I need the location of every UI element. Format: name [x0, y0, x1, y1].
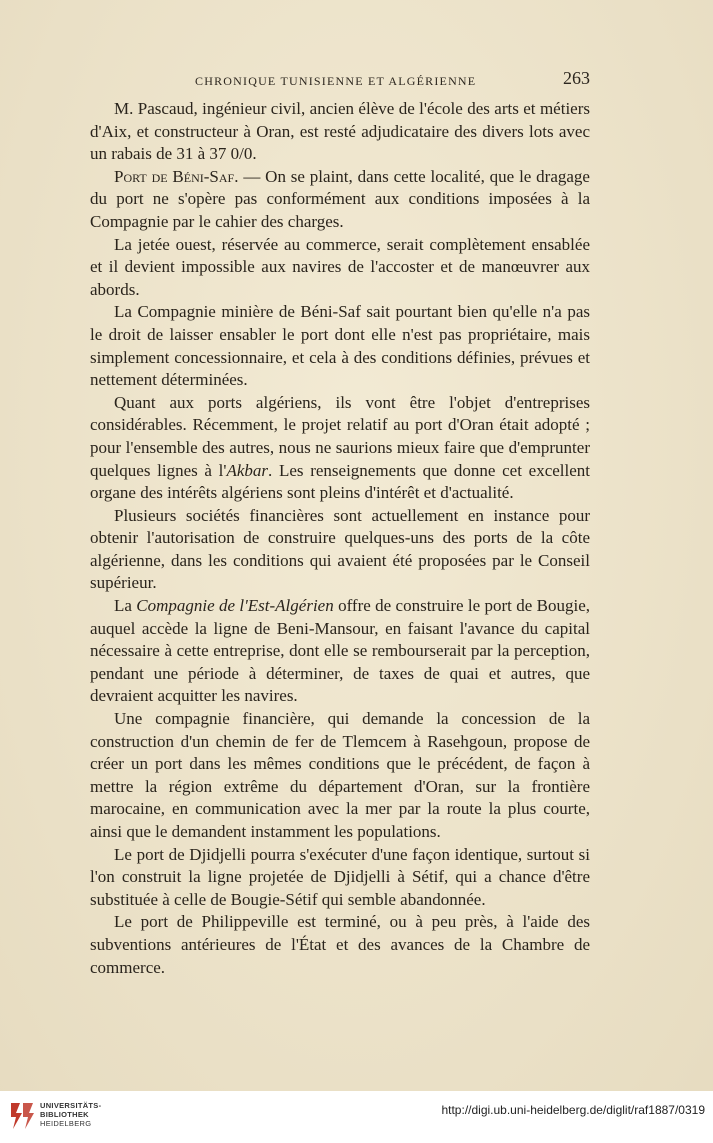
italic-title: Akbar [226, 460, 269, 480]
page-number: 263 [563, 68, 590, 88]
library-name: UNIVERSITÄTS- BIBLIOTHEK HEIDELBERG [40, 1101, 102, 1128]
section-lead: Port de Béni-Saf. [114, 166, 239, 186]
paragraph: Le port de Philippeville est terminé, ou à peu près, à l'aide des subventions antérieures de l'État et des avances de la Chambre de commerce. [90, 912, 590, 977]
paragraph: M. Pascaud, ingénieur civil, ancien élève de l'école des arts et métiers d'Aix, et constructeur à Oran, est resté adjudicataire des divers lots avec un rabais de 31 à 37 0/0. [90, 99, 590, 164]
paragraph: Une compagnie financière, qui demande la concession de la construction d'un chemin de fer de Tlemcem à Rasehgoun, propose de créer un port dans les mêmes conditions que le précédent, de façon à mettre la région extrême du département d'Oran, sur la frontière marocaine, en communication avec la mer par la route la plus courte, ainsi que le demandent instamment les populations. [90, 709, 590, 841]
paragraph: La Compagnie minière de Béni-Saf sait pourtant bien qu'elle n'a pas le droit de laisser ensabler le port dont elle n'est pas propriétaire, mais simplement concessionnaire, et cela à des conditions définies, prévues et nettement déterminées. [90, 302, 590, 390]
paragraph: Quant aux ports algériens, ils vont être l'objet d'entreprises considérables. Récemment, le projet relatif au port d'Oran était adopté ; pour l'ensemble des autres, nous ne saurions mieux faire que d'emprunter quelques lignes à l'Akbar. Les renseignements que donne cet excellent organe des intérêts algériens sont pleins d'intérêt et d'actualité. [90, 392, 590, 503]
italic-company-name: Compagnie de l'Est-Algérien [136, 596, 334, 616]
source-url-link[interactable]: http://digi.ub.uni-heidelberg.de/diglit/raf1887/0319 [441, 1103, 705, 1117]
body-text [90, 98, 590, 979]
footer-bar [0, 1091, 713, 1143]
paragraph: Le port de Djidjelli pourra s'exécuter d'une façon identique, surtout si l'on construit la ligne projetée de Djidjelli à Sétif, qui a chance d'être substituée à celle de Bougie-Sétif qui semble abandonnée. [90, 844, 590, 909]
paragraph: La jetée ouest, réservée au commerce, serait complètement ensablée et il devient impossible aux navires de l'accoster et de manœuvrer aux abords. [90, 234, 590, 299]
heidelberg-library-logo-icon [8, 1099, 36, 1133]
running-head: CHRONIQUE TUNISIENNE ET ALGÉRIENNE [195, 74, 477, 88]
paragraph: Port de Béni-Saf. — On se plaint, dans cette localité, que le dragage du port ne s'opère pas conformément aux conditions imposées à la Compagnie par le cahier des charges. [90, 166, 590, 231]
paragraph: Plusieurs sociétés financières sont actuellement en instance pour obtenir l'autorisation de construire quelques-uns des ports de la côte algérienne, dans les conditions qui avaient été proposées par le Conseil supérieur. [90, 505, 590, 593]
paragraph: La Compagnie de l'Est-Algérien offre de construire le port de Bougie, auquel accède la ligne de Beni-Mansour, en faisant l'avance du capital nécessaire à cette entreprise, dont elle se rembourserait par la perception, pendant une période à déterminer, de taxes de quai et autres, que devraient acquitter les navires. [90, 596, 590, 706]
